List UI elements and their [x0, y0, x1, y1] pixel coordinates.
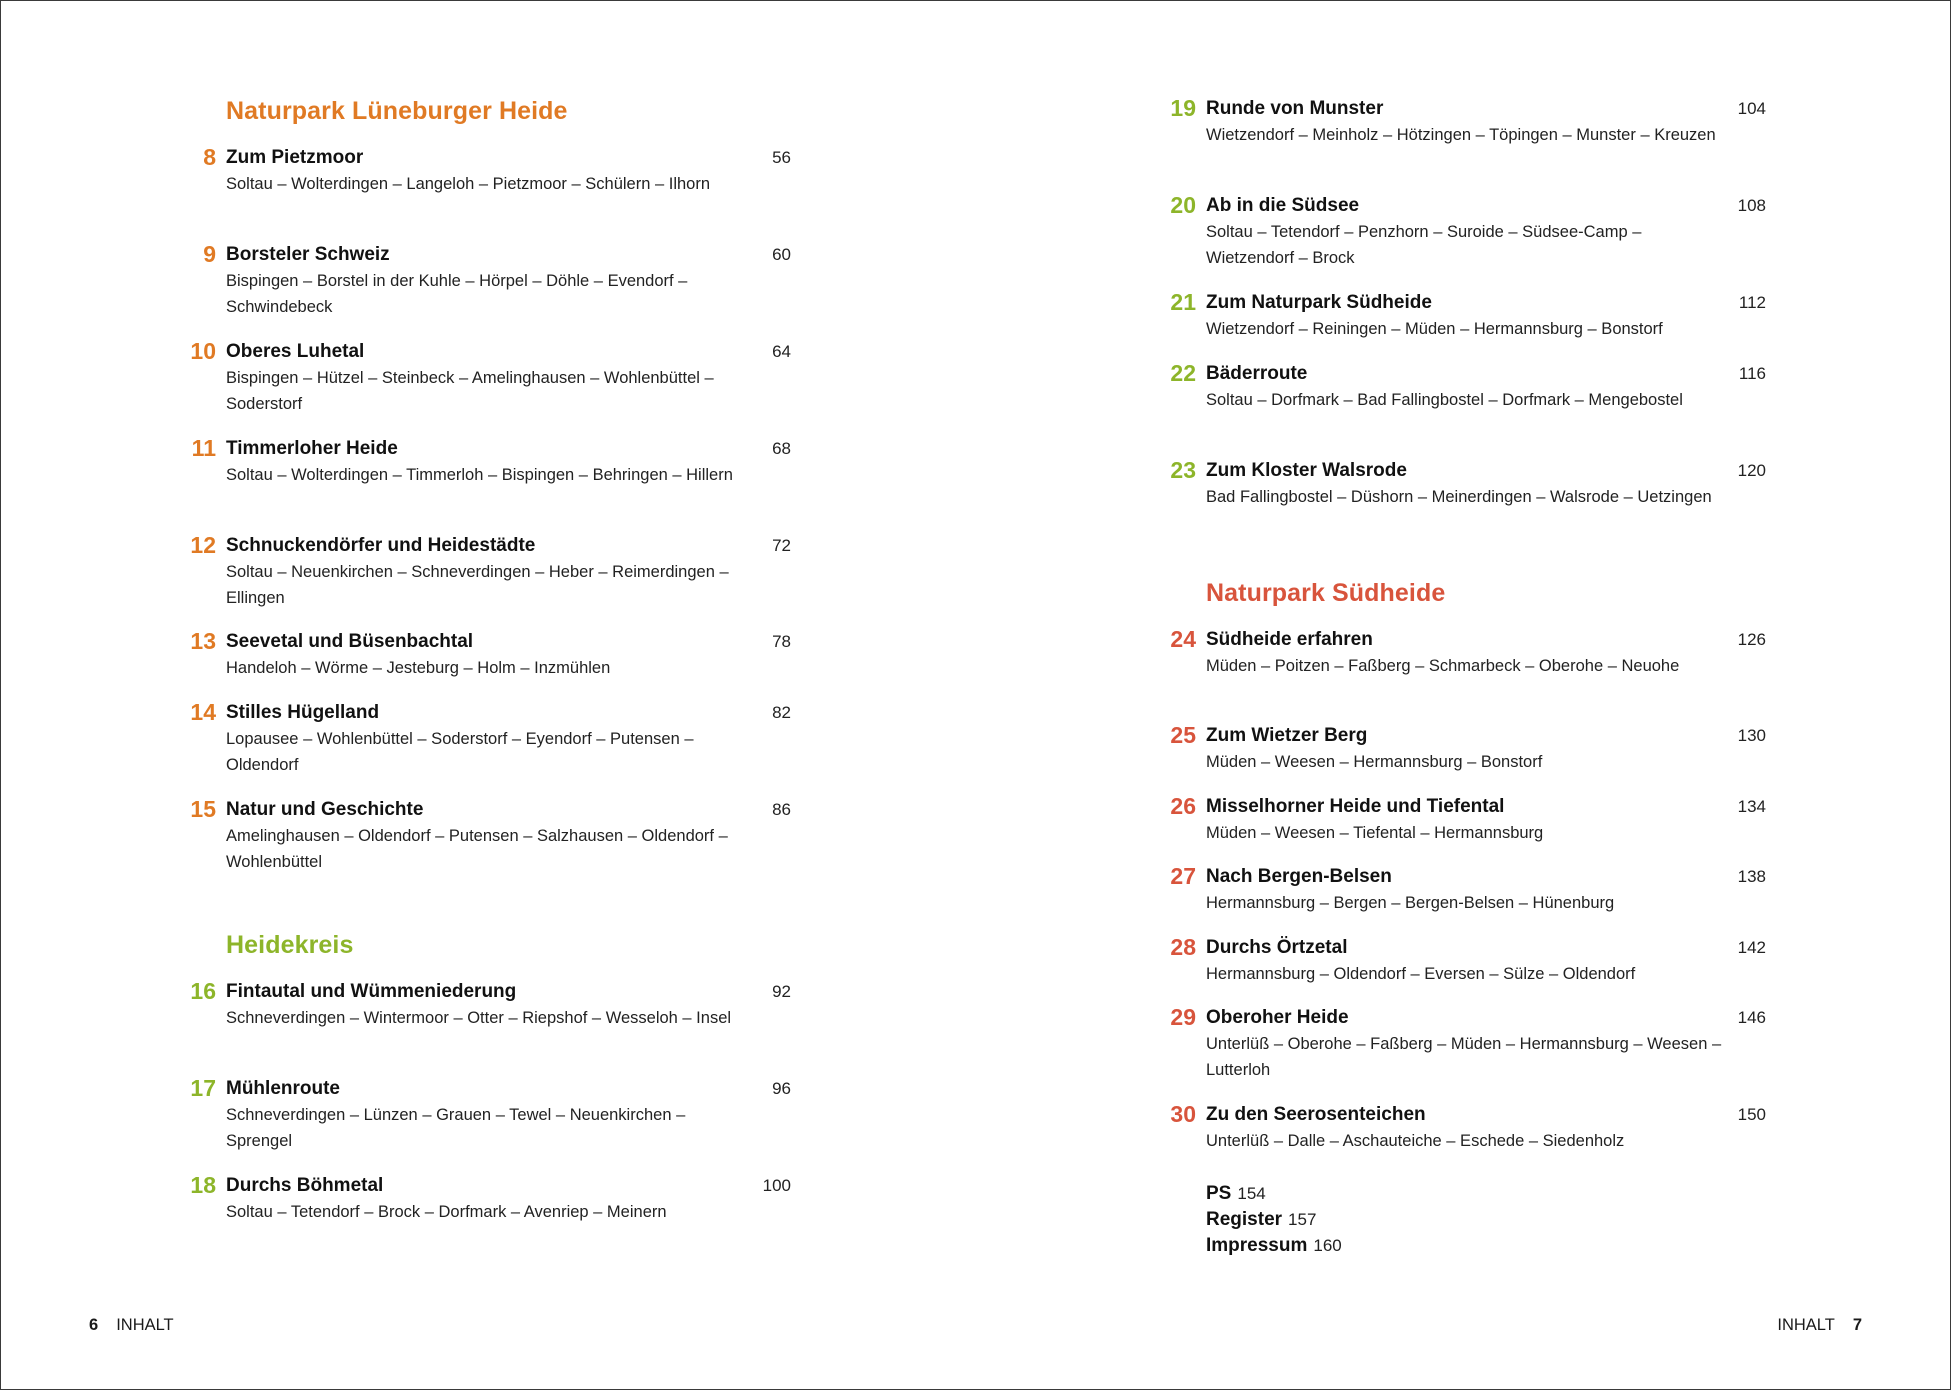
entry-title[interactable]: Borsteler Schweiz — [226, 244, 390, 265]
toc-entry-29[interactable] — [1161, 1003, 1766, 1093]
entry-title[interactable]: Südheide erfahren — [1206, 629, 1373, 650]
entry-title[interactable]: Misselhorner Heide und Tiefental — [1206, 796, 1505, 817]
entry-number: 8 — [203, 144, 216, 170]
toc-entry-19[interactable] — [1161, 94, 1766, 184]
footer-running-head: INHALT — [1777, 1316, 1835, 1334]
entry-page-number: 56 — [772, 148, 791, 167]
entry-page-number: 68 — [772, 439, 791, 458]
footer-page-number: 7 — [1852, 1316, 1862, 1334]
entry-number: 22 — [1170, 360, 1196, 386]
entry-number: 27 — [1170, 863, 1196, 889]
entry-route: Hermannsburg – Oldendorf – Eversen – Sülze – Oldendorf — [1206, 965, 1636, 983]
section-naturpark-luneburger-heide — [226, 96, 568, 126]
entry-route: Soltau – Wolterdingen – Langeloh – Pietzmoor – Schülern – Ilhorn — [226, 175, 711, 193]
entry-page-number: 126 — [1737, 630, 1766, 649]
entry-page-number: 130 — [1737, 726, 1766, 745]
entry-number: 29 — [1170, 1004, 1196, 1030]
entry-title[interactable]: Natur und Geschichte — [226, 799, 424, 820]
entry-route: Amelinghausen – Oldendorf – Putensen – Salzhausen – Oldendorf – Wohlenbüttel — [226, 827, 728, 871]
section-heading: Naturpark Südheide — [1206, 579, 1446, 607]
appendix-page-number: 160 — [1313, 1236, 1342, 1255]
appendix-label[interactable]: PS — [1206, 1183, 1232, 1204]
toc-entry-14[interactable] — [181, 698, 791, 788]
entry-number: 28 — [1170, 934, 1196, 960]
entry-page-number: 146 — [1737, 1008, 1766, 1027]
appendix-item-ps[interactable] — [1206, 1181, 1342, 1207]
appendix-page-number: 154 — [1237, 1184, 1266, 1203]
toc-entry-17[interactable] — [181, 1074, 791, 1164]
entry-route: Unterlüß – Oberohe – Faßberg – Müden – Hermannsburg – Weesen – Lutterloh — [1206, 1035, 1722, 1079]
toc-entry-8[interactable] — [181, 143, 791, 233]
entry-route: Soltau – Neuenkirchen – Schneverdingen – Heber – Reimerdingen – Ellingen — [226, 563, 729, 607]
toc-entry-11[interactable] — [181, 434, 791, 524]
appendix-item-impressum[interactable] — [1206, 1233, 1342, 1259]
entry-title[interactable]: Zum Kloster Walsrode — [1206, 460, 1407, 481]
toc-entry-18[interactable] — [181, 1171, 791, 1261]
entry-route: Müden – Weesen – Hermannsburg – Bonstorf — [1206, 753, 1543, 771]
entry-route: Lopausee – Wohlenbüttel – Soderstorf – Eyendorf – Putensen – Oldendorf — [226, 730, 694, 774]
entry-title[interactable]: Zum Naturpark Südheide — [1206, 292, 1432, 313]
appendix-label[interactable]: Register — [1206, 1209, 1283, 1230]
toc-entry-20[interactable] — [1161, 191, 1766, 281]
entry-title[interactable]: Zum Wietzer Berg — [1206, 725, 1368, 746]
entry-page-number: 60 — [772, 245, 791, 264]
entry-route: Schneverdingen – Lünzen – Grauen – Tewel – Neuenkirchen – Sprengel — [226, 1106, 686, 1150]
entry-number: 19 — [1170, 95, 1196, 121]
entry-route: Bispingen – Borstel in der Kuhle – Hörpel – Döhle – Evendorf – Schwindebeck — [226, 272, 688, 316]
entry-route: Soltau – Tetendorf – Brock – Dorfmark – Avenriep – Meinern — [226, 1203, 667, 1221]
entry-route: Unterlüß – Dalle – Aschauteiche – Eschede – Siedenholz — [1206, 1132, 1625, 1150]
entry-number: 17 — [190, 1075, 216, 1101]
entry-page-number: 104 — [1737, 99, 1766, 118]
entry-title[interactable]: Seevetal und Büsenbachtal — [226, 631, 474, 652]
entry-number: 12 — [190, 532, 216, 558]
entry-number: 11 — [191, 435, 216, 461]
entry-route: Soltau – Dorfmark – Bad Fallingbostel – Dorfmark – Mengebostel — [1206, 391, 1683, 409]
entry-page-number: 82 — [772, 703, 791, 722]
entry-page-number: 138 — [1737, 867, 1766, 886]
entry-number: 13 — [190, 628, 216, 654]
section-naturpark-sudheide — [1206, 578, 1445, 608]
entry-title[interactable]: Timmerloher Heide — [226, 438, 398, 459]
entry-page-number: 150 — [1737, 1105, 1766, 1124]
entry-title[interactable]: Fintautal und Wümmeniederung — [226, 981, 517, 1002]
entry-number: 30 — [1170, 1101, 1196, 1127]
toc-entry-12[interactable] — [181, 531, 791, 621]
entry-title[interactable]: Mühlenroute — [226, 1078, 340, 1099]
toc-entry-30[interactable] — [1161, 1100, 1766, 1190]
toc-entry-23[interactable] — [1161, 456, 1766, 546]
entry-number: 15 — [190, 796, 216, 822]
entry-title[interactable]: Zu den Seerosenteichen — [1206, 1104, 1426, 1125]
toc-entry-9[interactable] — [181, 240, 791, 330]
entry-route: Müden – Poitzen – Faßberg – Schmarbeck – Oberohe – Neuohe — [1206, 657, 1680, 675]
toc-entry-10[interactable] — [181, 337, 791, 427]
entry-page-number: 108 — [1737, 196, 1766, 215]
entry-number: 20 — [1170, 192, 1196, 218]
entry-title[interactable]: Stilles Hügelland — [226, 702, 380, 723]
entry-page-number: 92 — [772, 982, 791, 1001]
entry-title[interactable]: Oberoher Heide — [1206, 1007, 1349, 1028]
entry-number: 18 — [190, 1172, 216, 1198]
appendix-links — [1206, 1181, 1342, 1259]
entry-page-number: 86 — [772, 800, 791, 819]
entry-number: 24 — [1170, 626, 1196, 652]
entry-number: 16 — [190, 978, 216, 1004]
section-heading: Naturpark Lüneburger Heide — [226, 97, 568, 125]
entry-title[interactable]: Nach Bergen-Belsen — [1206, 866, 1392, 887]
entry-page-number: 78 — [772, 632, 791, 651]
toc-entry-24[interactable] — [1161, 625, 1766, 715]
entry-title[interactable]: Oberes Luhetal — [226, 341, 365, 362]
entry-title[interactable]: Durchs Böhmetal — [226, 1175, 384, 1196]
entry-title[interactable]: Bäderroute — [1206, 363, 1308, 384]
appendix-item-register[interactable] — [1206, 1207, 1342, 1233]
entry-number: 26 — [1170, 793, 1196, 819]
entry-route: Soltau – Tetendorf – Penzhorn – Suroide – Südsee-Camp – Wietzendorf – Brock — [1206, 223, 1642, 267]
entry-title[interactable]: Durchs Örtzetal — [1206, 937, 1348, 958]
entry-route: Hermannsburg – Bergen – Bergen-Belsen – Hünenburg — [1206, 894, 1615, 912]
toc-entry-16[interactable] — [181, 977, 791, 1067]
entry-page-number: 72 — [772, 536, 791, 555]
footer-left — [89, 1313, 174, 1337]
entry-page-number: 96 — [772, 1079, 791, 1098]
section-heidekreis — [226, 930, 353, 960]
entry-number: 23 — [1170, 457, 1196, 483]
footer-page-number: 6 — [89, 1316, 99, 1334]
appendix-label[interactable]: Impressum — [1206, 1235, 1308, 1256]
entry-page-number: 134 — [1737, 797, 1766, 816]
entry-page-number: 142 — [1737, 938, 1766, 957]
entry-number: 21 — [1170, 289, 1196, 315]
entry-number: 14 — [190, 699, 216, 725]
entry-route: Schneverdingen – Wintermoor – Otter – Riepshof – Wesseloh – Insel — [226, 1009, 732, 1027]
entry-route: Handeloh – Wörme – Jesteburg – Holm – Inzmühlen — [226, 659, 611, 677]
entry-page-number: 100 — [762, 1176, 791, 1195]
toc-entry-15[interactable] — [181, 795, 791, 885]
entry-route: Wietzendorf – Reiningen – Müden – Hermannsburg – Bonstorf — [1206, 320, 1663, 338]
entry-number: 25 — [1170, 722, 1196, 748]
entry-number: 10 — [190, 338, 216, 364]
entry-title[interactable]: Schnuckendörfer und Heidestädte — [226, 535, 536, 556]
footer-running-head: INHALT — [116, 1316, 174, 1334]
entry-title[interactable]: Zum Pietzmoor — [226, 147, 364, 168]
entry-title[interactable]: Ab in die Südsee — [1206, 195, 1360, 216]
entry-route: Bispingen – Hützel – Steinbeck – Amelinghausen – Wohlenbüttel – Soderstorf — [226, 369, 714, 413]
entry-page-number: 112 — [1738, 293, 1766, 312]
footer-right — [1777, 1313, 1862, 1337]
appendix-page-number: 157 — [1288, 1210, 1317, 1229]
entry-route: Bad Fallingbostel – Düshorn – Meinerdingen – Walsrode – Uetzingen — [1206, 488, 1712, 506]
toc-entry-22[interactable] — [1161, 359, 1766, 449]
entry-page-number: 64 — [772, 342, 791, 361]
entry-title[interactable]: Runde von Munster — [1206, 98, 1384, 119]
entry-page-number: 116 — [1738, 364, 1766, 383]
entry-page-number: 120 — [1737, 461, 1766, 480]
entry-route: Müden – Weesen – Tiefental – Hermannsburg — [1206, 824, 1544, 842]
entry-number: 9 — [203, 241, 216, 267]
section-heading: Heidekreis — [226, 931, 354, 959]
entry-route: Soltau – Wolterdingen – Timmerloh – Bispingen – Behringen – Hillern — [226, 466, 733, 484]
entry-route: Wietzendorf – Meinholz – Hötzingen – Töpingen – Munster – Kreuzen — [1206, 126, 1716, 144]
